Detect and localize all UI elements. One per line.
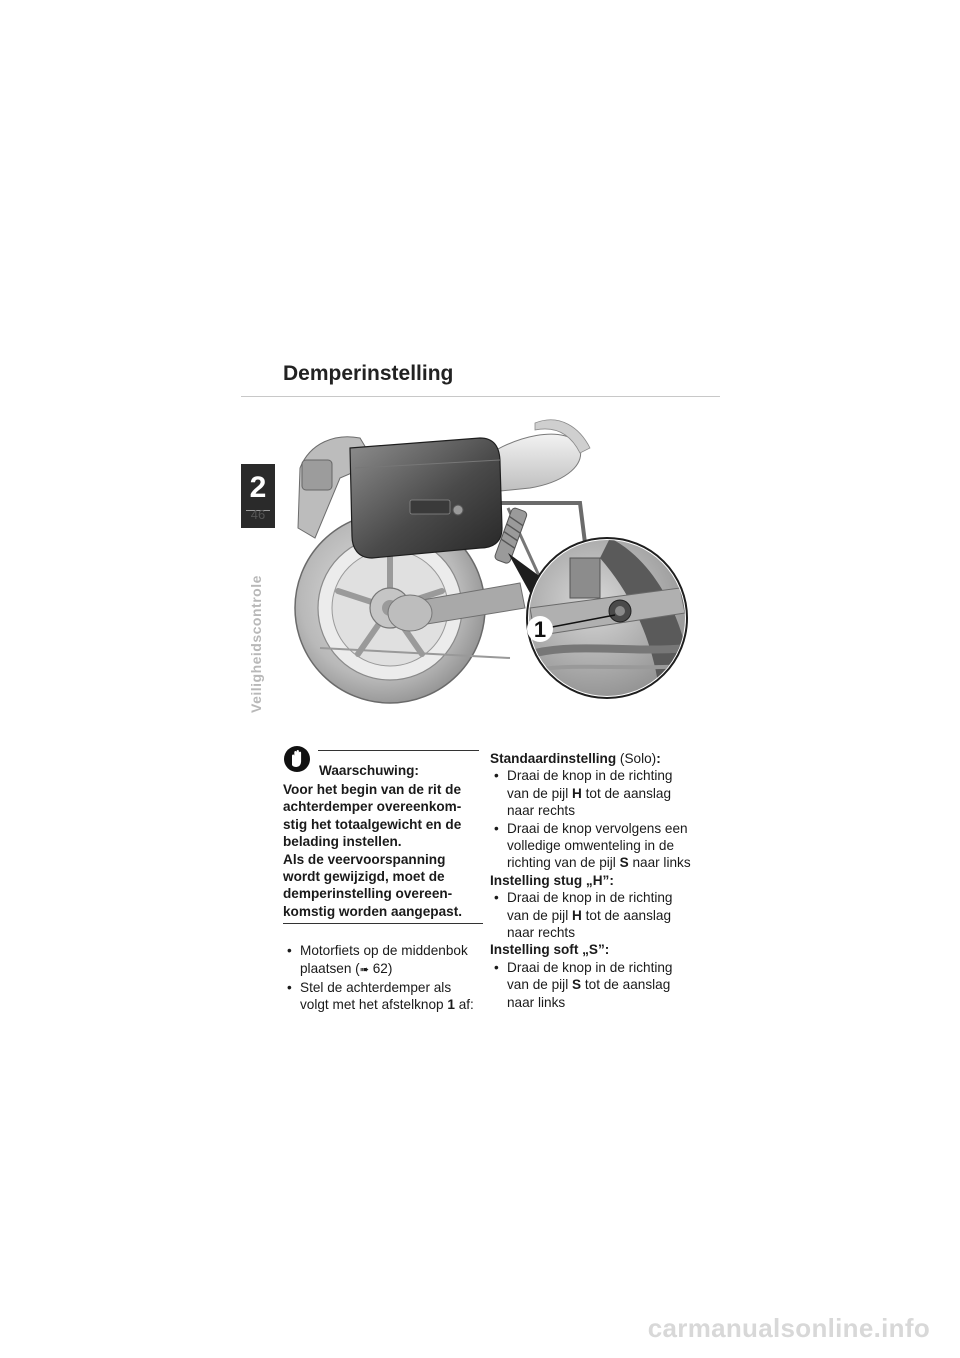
warning-rule-top xyxy=(318,750,479,751)
warning-paragraph-2: Als de veervoorspanning wordt gewijzigd, moet de demperinstelling overeen-komstig worden aangepast. xyxy=(283,851,463,919)
list-item: • Draai de knop in de richting van de pijl H tot de aanslag naar rechts xyxy=(490,767,695,819)
warning-hand-icon xyxy=(283,745,311,773)
list-item: • Draai de knop vervolgens een volledige omwenteling in de richting van de pijl S naar links xyxy=(490,820,695,872)
page-number: 46 xyxy=(250,507,266,522)
soft-list xyxy=(490,959,695,1011)
steps-list xyxy=(283,942,483,1014)
page-reference[interactable]: 62 xyxy=(372,960,388,976)
list-item: • Motorfiets op de middenbok plaatsen (➠ 62) xyxy=(283,942,483,979)
warning-paragraph-1: Voor het begin van de rit de achterdemper overeenkom-stig het totaalgewicht en de belading instellen. xyxy=(283,782,462,850)
callout-label: 1 xyxy=(533,617,547,642)
soft-heading: Instelling soft „S”: xyxy=(490,942,610,958)
left-column xyxy=(283,745,483,1014)
hard-list xyxy=(490,889,695,941)
arrow-right-icon: ➠ xyxy=(359,963,369,976)
standard-heading: Standaardinstelling (Solo): xyxy=(490,751,661,766)
list-item: • Stel de achterdemper als volgt met het afstelknop 1 af: xyxy=(283,979,483,1014)
page-title: Demperinstelling xyxy=(283,362,454,385)
title-rule xyxy=(241,396,720,397)
list-item: • Draai de knop in de richting van de pijl S tot de aanslag naar links xyxy=(490,959,695,1011)
list-item: • Draai de knop in de richting van de pijl H tot de aanslag naar rechts xyxy=(490,889,695,941)
motorcycle-rear-illustration xyxy=(280,408,720,713)
watermark: carmanualsonline.info xyxy=(647,1313,930,1343)
hard-heading: Instelling stug „H”: xyxy=(490,872,614,888)
warning-body xyxy=(283,781,483,924)
warning-header xyxy=(283,745,483,781)
warning-title: Waarschuwing: xyxy=(319,763,419,778)
chapter-side-label: Veiligheidscontrole xyxy=(248,575,264,713)
chapter-number: 2 xyxy=(249,471,267,504)
right-column xyxy=(490,750,695,1011)
standard-list xyxy=(490,767,695,871)
